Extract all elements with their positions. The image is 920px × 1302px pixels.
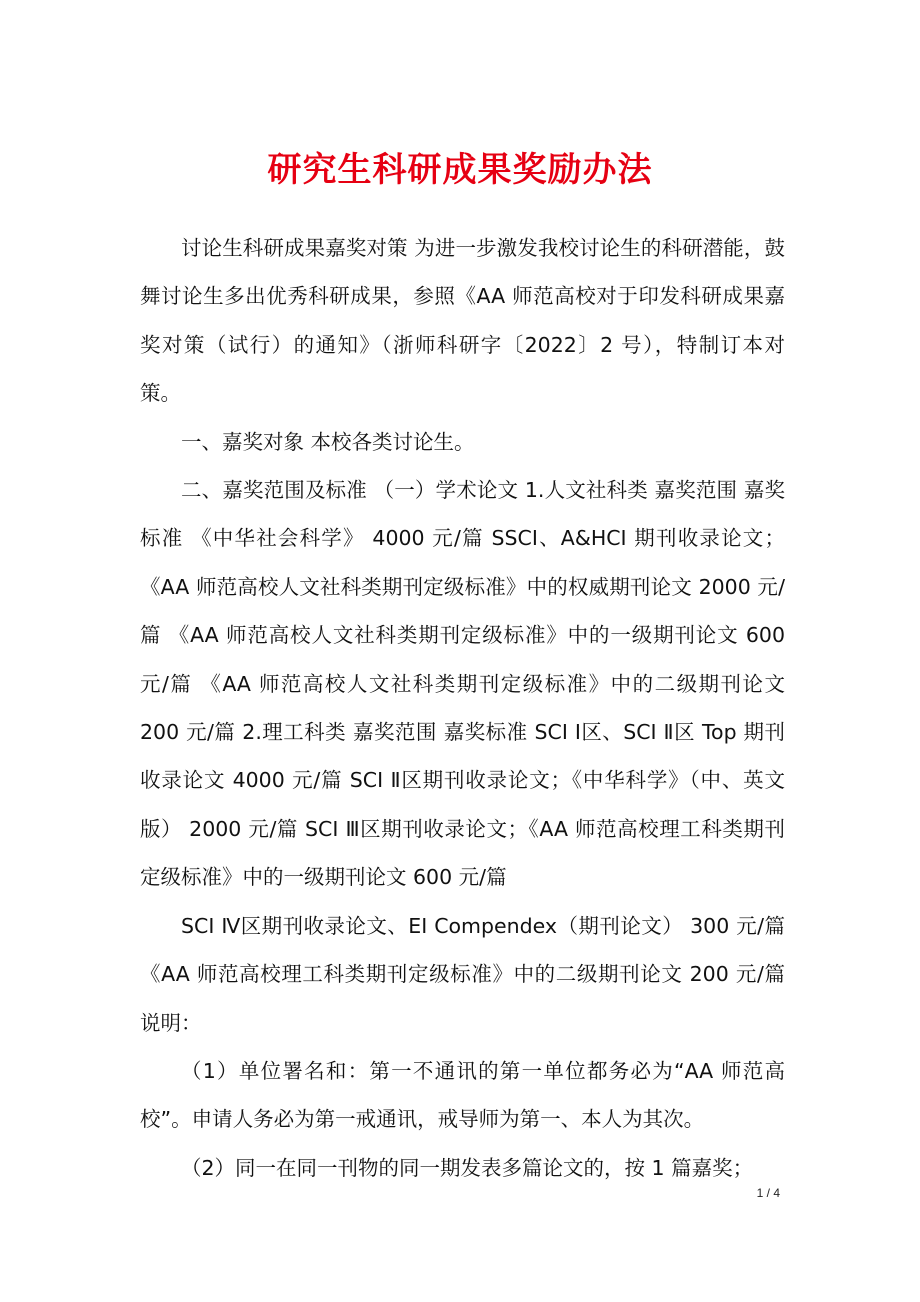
paragraph-sci-iv: SCI Ⅳ区期刊收录论文、EI Compendex（期刊论文） 300 元/篇 《AA 师范高校理工科类期刊定级标准》中的二级期刊论文 200 元/篇 说明：	[140, 913, 785, 1035]
paragraph-award-target: 一、嘉奖对象 本校各类讨论生。	[181, 429, 475, 454]
document-body	[140, 224, 785, 1192]
document-title: 研究生科研成果奖励办法	[267, 150, 653, 190]
page-number: 1 / 4	[756, 1186, 780, 1200]
paragraph-note-2: （2）同一在同一刊物的同一期发表多篇论文的，按 1 篇嘉奖；	[181, 1155, 754, 1180]
paragraph-award-scope: 二、嘉奖范围及标准 （一）学术论文 1.人文社科类 嘉奖范围 嘉奖标准 《中华社会科学》 4000 元/篇 SSCI、A&HCI 期刊收录论文；《AA 师范高校人文社科类期刊定级标准》中的权威期刊论文 2000 元/篇 《AA 师范高校人文社科类期刊定级标准》中的一级期刊论文 600 元/篇 《AA 师范高校人文社科类期刊定级标准》中的二级期刊论文 200 元/篇 2.理工科类 嘉奖范围 嘉奖标准 SCI Ⅰ区、SCI Ⅱ区 Top 期刊收录论文 4000 元/篇 SCI Ⅱ区期刊收录论文；《中华科学》（中、英文版） 2000 元/篇 SCI Ⅲ区期刊收录论文；《AA 师范高校理工科类期刊定级标准》中的一级期刊论文 600 元/篇	[140, 478, 785, 890]
paragraph-note-1: （1）单位署名和：第一不通讯的第一单位都务必为“AA 师范高校”。申请人务必为第一戒通讯，戒导师为第一、本人为其次。	[140, 1058, 785, 1132]
paragraph-intro: 讨论生科研成果嘉奖对策 为进一步激发我校讨论生的科研潜能，鼓舞讨论生多出优秀科研成果，参照《AA 师范高校对于印发科研成果嘉奖对策（试行）的通知》（浙师科研字〔2022〕2 号），特制订本对策。	[140, 236, 785, 406]
